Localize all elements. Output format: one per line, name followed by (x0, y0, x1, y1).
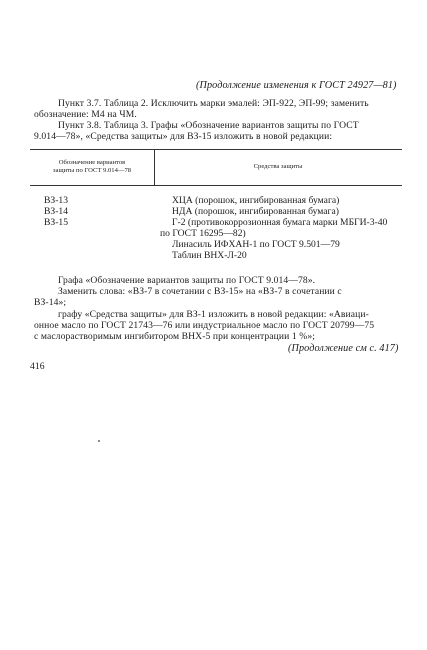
replace-words-line-2: ВЗ-14»; (34, 297, 67, 308)
table-row-2-designation: ВЗ-14 (44, 206, 68, 217)
table-header-col2: Средства защиты (253, 163, 303, 170)
table-row-3-designation: ВЗ-15 (44, 217, 68, 228)
paragraph-3-7-line-2: обозначение: М4 на ЧМ. (34, 109, 137, 120)
protection-means-line-2: онное масло по ГОСТ 21743—76 или индустриальное масло по ГОСТ 20799—75 (34, 320, 375, 331)
paragraph-3-8-line-1: Пункт 3.8. Таблица 3. Графы «Обозначение вариантов защиты по ГОСТ (58, 120, 359, 131)
table-header-col1-line1: Обозначение вариантов (58, 159, 126, 166)
table-row-2-means: НДА (порошок, ингибированная бумага) (172, 206, 339, 217)
table-row-1-means: ХЦА (порошок, ингибированная бумага) (172, 195, 340, 206)
table-header-rule (30, 185, 402, 186)
table-row-3-means-line-4: Таблин ВНХ-Л-20 (172, 250, 247, 261)
protection-means-line-3: с маслорастворимым ингибитором ВНХ-5 при концентрации 1 %»; (34, 331, 315, 342)
table-row-3-means-line-1: Г-2 (противокоррозионная бумага марки МБГИ-3-40 (172, 217, 388, 228)
replace-words-line-1: Заменить слова: «ВЗ-7 в сочетании с ВЗ-15» на «ВЗ-7 в сочетании с (58, 286, 342, 297)
header-note: (Продолжение изменения к ГОСТ 24927—81) (196, 80, 397, 91)
table-row-3-means-line-3: Линасиль ИФХАН-1 по ГОСТ 9.501—79 (172, 239, 340, 250)
scan-speck (98, 440, 100, 442)
protection-means-line-1: графу «Средства защиты» для ВЗ-1 изложить в новой редакции: «Авиаци- (58, 309, 369, 320)
table-header-col1-line2: защиты по ГОСТ 9.014—78 (52, 167, 132, 174)
paragraph-3-8-line-2: 9.014—78», «Средства защиты» для ВЗ-15 изложить в новой редакции: (34, 131, 333, 142)
table-row-1-designation: ВЗ-13 (44, 195, 68, 206)
paragraph-3-7-line-1: Пункт 3.7. Таблица 2. Исключить марки эмалей: ЭП-922, ЭП-99; заменить (58, 98, 369, 109)
page-number: 416 (30, 361, 45, 372)
table-top-rule (30, 149, 402, 150)
graph-designation-heading: Графа «Обозначение вариантов защиты по ГОСТ 9.014—78». (58, 275, 316, 286)
table-row-3-means-line-2: по ГОСТ 16295—82) (160, 228, 246, 239)
continuation-note: (Продолжение см с. 417) (288, 343, 399, 354)
